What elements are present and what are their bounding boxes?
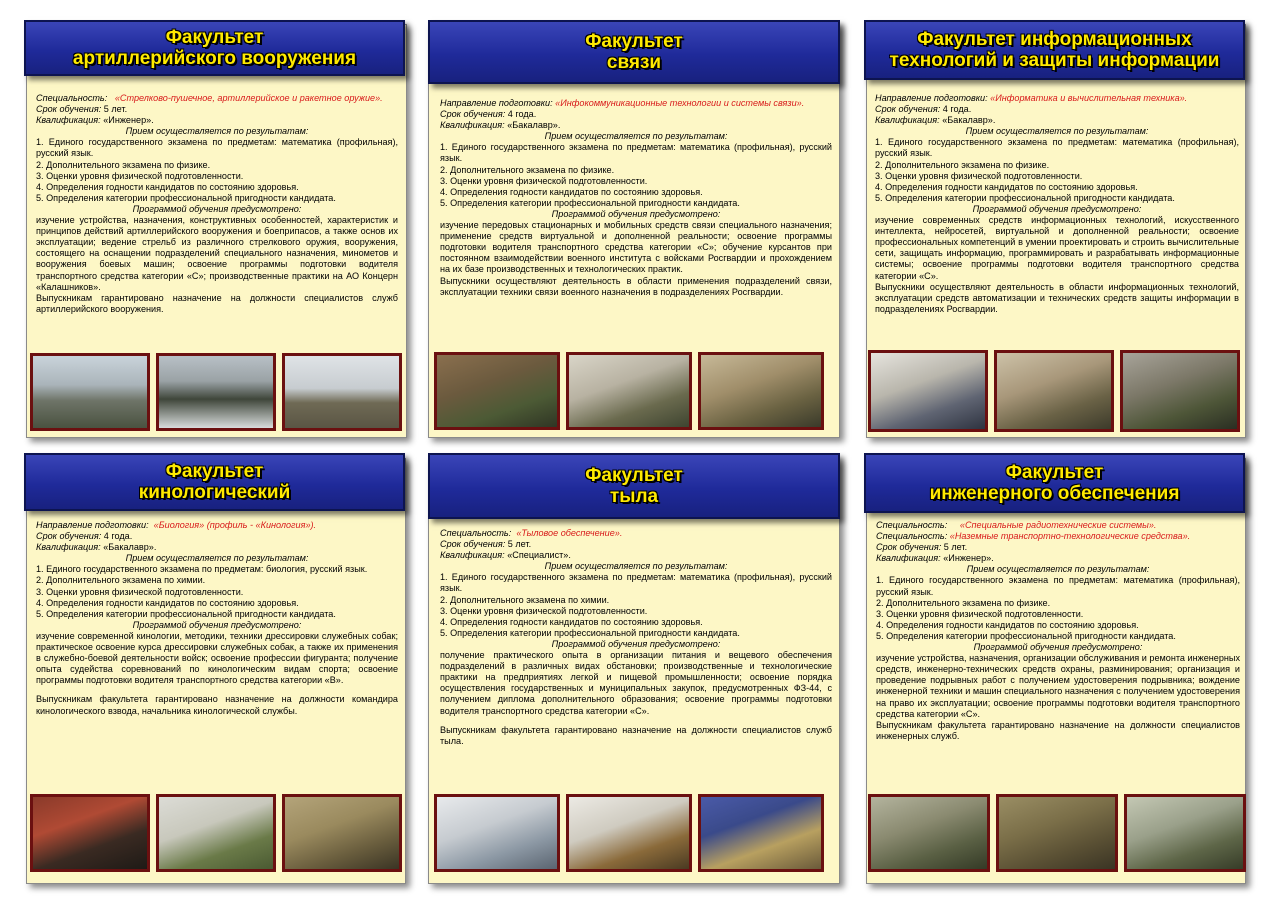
photo-strip-logistics: [434, 794, 824, 872]
admission-item: 3. Оценки уровня физической подготовленности.: [36, 586, 244, 597]
admission-item: 5. Определения категории профессиональной пригодности кандидата.: [440, 627, 740, 638]
photo-comm-classroom: [434, 352, 560, 430]
admission-item: 5. Определения категории профессиональной пригодности кандидата.: [36, 608, 336, 619]
spec-label: Специальность:: [440, 528, 512, 538]
panel-text-artillery: [36, 93, 398, 315]
program-heading: Программой обучения предусмотрено:: [973, 642, 1143, 653]
admission-item: 1. Единого государственного экзамена по предметам: математика (профильная), русский язык.: [875, 137, 1239, 159]
banner-title-line2: связи: [606, 52, 662, 73]
direction-label: Направление подготовки:: [875, 93, 988, 103]
admission-item: 4. Определения годности кандидатов по состоянию здоровья.: [875, 181, 1138, 192]
banner-title-line2: технологий и защиты информации: [889, 50, 1220, 71]
admission-item: 5. Определения категории профессиональной пригодности кандидата.: [36, 192, 336, 203]
photo-logistics-cadets-food: [698, 794, 824, 872]
admission-item: 2. Дополнительного экзамена по физике.: [36, 159, 211, 170]
program-text: изучение устройства, назначения, конструктивных особенностей, характеристик и принципов действий артиллерийского вооружения и боеприпасов, а также основ их эксплуатации; ведение стрельб из различного стрелкового оружия, вооружения, состоящего на оснащении подразделений специального назначения, минометов и вооружения боевых машин; освоение программы подготовки водителя транспортного средства категории «С»; производственные практики на АО Концерн «Калашников».: [36, 215, 398, 292]
banner-it-security: [864, 20, 1245, 80]
graduates-text: Выпускникам факультета гарантировано назначение на должности командира кинологического взвода, начальника кинологической службы.: [36, 694, 398, 716]
admission-item: 4. Определения годности кандидатов по состоянию здоровья.: [440, 616, 703, 627]
term-value: 4 года.: [507, 109, 537, 120]
program-text: изучение современной кинологии, методики, техники дрессировки служебных собак; практическое освоение курса дрессировки служебных собак, а также их применения в служебно-боевой деятельности войск; освоение профессии фигуранта; получение опыта судейства соревнований по кинологическим видам спорта; освоение программы подготовки водителя транспортного средства категории «В».: [36, 630, 398, 686]
panel-text-it-security: [875, 93, 1239, 315]
banner-engineering: [864, 453, 1245, 513]
qual-label: Квалификация:: [876, 553, 941, 564]
admission-heading: Прием осуществляется по результатам:: [544, 131, 728, 142]
spec2-label: Специальность:: [876, 531, 948, 542]
term-label: Срок обучения:: [440, 539, 506, 550]
program-heading: Программой обучения предусмотрено:: [551, 638, 721, 649]
term-label: Срок обучения:: [875, 104, 941, 115]
direction-label: Направление подготовки:: [440, 98, 553, 108]
panel-text-cynology: [36, 520, 398, 717]
panel-text-communications: [440, 98, 832, 298]
admission-item: 3. Оценки уровня физической подготовленности.: [440, 605, 648, 616]
term-value: 4 года.: [103, 531, 133, 542]
admission-item: 2. Дополнительного экзамена по физике.: [876, 597, 1051, 608]
term-value: 4 года.: [942, 104, 972, 115]
program-heading: Программой обучения предусмотрено:: [551, 208, 721, 219]
admission-item: 4. Определения годности кандидатов по состоянию здоровья.: [36, 597, 299, 608]
term-value: 5 лет.: [507, 539, 532, 550]
banner-artillery: [24, 20, 405, 76]
admission-item: 4. Определения годности кандидатов по состоянию здоровья.: [440, 186, 703, 197]
direction-label: Направление подготовки:: [36, 520, 149, 530]
program-text: изучение передовых стационарных и мобильных средств связи специального назначения; применение средств виртуальной и дополненной реальности; освоение программы подготовки водителя транспортного средства категории «С»; обучение курсантов при постоянном взаимодействии военного института с войсками Росгвардии и прохождением на их базе производственных и технологических практик.: [440, 220, 832, 275]
graduates-text: Выпускникам факультета гарантировано назначение на должности специалистов инженерных служб.: [876, 719, 1240, 741]
admission-item: 1. Единого государственного экзамена по предметам: математика (профильная), русский язык.: [876, 575, 1240, 597]
spec-label: Специальность:: [876, 520, 948, 530]
admission-item: 1. Единого государственного экзамена по предметам: математика (профильная), русский язык.: [440, 572, 832, 594]
photo-strip-artillery: [30, 353, 402, 431]
admission-item: 5. Определения категории профессиональной пригодности кандидата.: [876, 630, 1176, 641]
banner-title-line2: артиллерийского вооружения: [72, 48, 357, 69]
photo-logistics-lab: [434, 794, 560, 872]
term-label: Срок обучения:: [36, 531, 102, 542]
photo-it-cadet-computer: [994, 350, 1114, 432]
banner-communications: [428, 20, 840, 84]
graduates-text: Выпускникам гарантировано назначение на должности специалистов служб артиллерийского вооружения.: [36, 292, 398, 314]
direction-value: «Информатика и вычислительная техника».: [990, 93, 1188, 103]
photo-eng-equipment: [868, 794, 990, 872]
admission-item: 3. Оценки уровня физической подготовленности.: [876, 608, 1084, 619]
photo-logistics-kitchen: [566, 794, 692, 872]
banner-cynology: [24, 453, 405, 511]
qual-value: «Бакалавр».: [942, 115, 996, 126]
qual-label: Квалификация:: [440, 550, 505, 561]
program-text: изучение устройства, назначения, организации обслуживания и ремонта инженерных средств, инженерно-технических средств охраны, разминирования; организация и проведение подрывных работ с получением удостоверения подрывника; вождение инженерной техники и машин специального назначения с получением удостоверения на право их эксплуатации; освоение программы подготовки водителя транспортного средства категории «С».: [876, 653, 1240, 719]
banner-title-line2: тыла: [609, 486, 659, 507]
program-heading: Программой обучения предусмотрено:: [132, 203, 302, 214]
photo-armored-vehicle: [30, 353, 150, 431]
banner-title-line2: инженерного обеспечения: [929, 483, 1180, 504]
admission-heading: Прием осуществляется по результатам:: [966, 564, 1150, 575]
term-label: Срок обучения:: [440, 109, 506, 120]
term-label: Срок обучения:: [36, 104, 102, 115]
admission-item: 1. Единого государственного экзамена по предметам: биология, русский язык.: [36, 564, 368, 575]
spec2-value: «Наземные транспортно-технологические средства».: [949, 531, 1191, 542]
term-label: Срок обучения:: [876, 542, 942, 553]
admission-item: 2. Дополнительного экзамена по химии.: [36, 575, 206, 586]
admission-heading: Прием осуществляется по результатам:: [125, 126, 309, 137]
photo-dog-jump: [156, 794, 276, 872]
admission-item: 4. Определения годности кандидатов по состоянию здоровья.: [876, 619, 1139, 630]
direction-value: «Инфокоммуникационные технологии и системы связи».: [555, 98, 805, 108]
banner-title-line1: Факультет: [585, 465, 683, 486]
banner-title-line1: Факультет: [165, 27, 264, 48]
photo-comm-operator: [566, 352, 692, 430]
admission-item: 2. Дополнительного экзамена по физике.: [440, 164, 615, 175]
photo-strip-it-security: [868, 350, 1240, 432]
qual-value: «Бакалавр».: [507, 120, 561, 131]
banner-title-line1: Факультет: [165, 461, 264, 482]
graduates-text: Выпускникам факультета гарантировано назначение на должности специалистов служб тыла.: [440, 724, 832, 746]
banner-title-line2: кинологический: [138, 482, 291, 503]
photo-it-server-room: [868, 350, 988, 432]
program-heading: Программой обучения предусмотрено:: [972, 203, 1142, 214]
admission-item: 3. Оценки уровня физической подготовленности.: [875, 170, 1083, 181]
qual-label: Квалификация:: [875, 115, 940, 126]
photo-firing-range: [282, 353, 402, 431]
program-heading: Программой обучения предусмотрено:: [132, 619, 302, 630]
qual-value: «Инженер».: [103, 115, 154, 126]
banner-logistics: [428, 453, 840, 519]
admission-item: 2. Дополнительного экзамена по физике.: [875, 159, 1050, 170]
qual-value: «Специалист».: [507, 550, 571, 561]
banner-title-line1: Факультет: [1005, 462, 1104, 483]
banner-title-line1: Факультет информационных: [917, 29, 1192, 50]
photo-strip-engineering: [868, 794, 1246, 872]
admission-item: 1. Единого государственного экзамена по предметам: математика (профильная), русский язык.: [440, 142, 832, 164]
direction-value: «Биология» (профиль - «Кинология»).: [153, 520, 317, 530]
admission-heading: Прием осуществляется по результатам:: [965, 126, 1149, 137]
photo-strip-communications: [434, 352, 824, 430]
photo-comm-cadets: [698, 352, 824, 430]
admission-heading: Прием осуществляется по результатам:: [125, 553, 309, 564]
spec-value: «Тыловое обеспечение».: [516, 528, 623, 538]
admission-item: 5. Определения категории профессиональной пригодности кандидата.: [875, 192, 1175, 203]
qual-label: Квалификация:: [36, 115, 101, 126]
photo-dog-training-attack: [30, 794, 150, 872]
program-text: получение практического опыта в организации питания и вещевого обеспечения подразделений в различных видах обстановки; производственные и технологические практики на предприятиях легкой и пищевой промышленности; освоение порядка осуществления государственных и муниципальных закупок, предусмотренных ФЗ-44, с получением диплома дополнительного образования; освоение программы подготовки водителя транспортного средства категории «С».: [440, 650, 832, 716]
program-text: изучение современных средств информационных технологий, искусственного интеллекта, нейросетей, виртуальной и дополненной реальности; освоение профессиональных компетенций в умении проектировать и строить вычислительные сети, защищать информацию, программировать и разрабатывать информационные системы; освоение программы подготовки водителя транспортного средства категории «С».: [875, 215, 1239, 281]
qual-label: Квалификация:: [440, 120, 505, 131]
spec-label: Специальность:: [36, 93, 108, 103]
spec-value: «Специальные радиотехнические системы».: [959, 520, 1157, 530]
banner-title-line1: Факультет: [585, 31, 683, 52]
photo-military-truck: [156, 353, 276, 431]
graduates-text: Выпускники осуществляют деятельность в области информационных технологий, эксплуатации средств автоматизации и технических средств защиты информации в подразделениях Росгвардии.: [875, 281, 1239, 314]
panel-text-logistics: [440, 528, 832, 747]
qual-value: «Инженер».: [943, 553, 994, 564]
graduates-text: Выпускники осуществляют деятельность в области применения подразделений связи, эксплуатации техники связи военного назначения в подразделениях Росгвардии.: [440, 275, 832, 297]
qual-value: «Бакалавр».: [103, 542, 157, 553]
admission-item: 3. Оценки уровня физической подготовленности.: [36, 170, 244, 181]
admission-item: 2. Дополнительного экзамена по химии.: [440, 594, 610, 605]
photo-eng-demining: [996, 794, 1118, 872]
photo-eng-vehicle-cabin: [1124, 794, 1246, 872]
term-value: 5 лет.: [103, 104, 128, 115]
qual-label: Квалификация:: [36, 542, 101, 553]
admission-item: 4. Определения годности кандидатов по состоянию здоровья.: [36, 181, 299, 192]
admission-item: 3. Оценки уровня физической подготовленности.: [440, 175, 648, 186]
admission-heading: Прием осуществляется по результатам:: [544, 561, 728, 572]
photo-strip-cynology: [30, 794, 402, 872]
admission-item: 1. Единого государственного экзамена по предметам: математика (профильная), русский язык.: [36, 137, 398, 159]
spec-value: «Стрелково-пушечное, артиллерийское и ракетное оружие».: [114, 93, 383, 103]
panel-text-engineering: [876, 520, 1240, 742]
photo-dog-handler: [282, 794, 402, 872]
photo-it-vr-lab: [1120, 350, 1240, 432]
admission-item: 5. Определения категории профессиональной пригодности кандидата.: [440, 197, 740, 208]
term-value: 5 лет.: [943, 542, 968, 553]
